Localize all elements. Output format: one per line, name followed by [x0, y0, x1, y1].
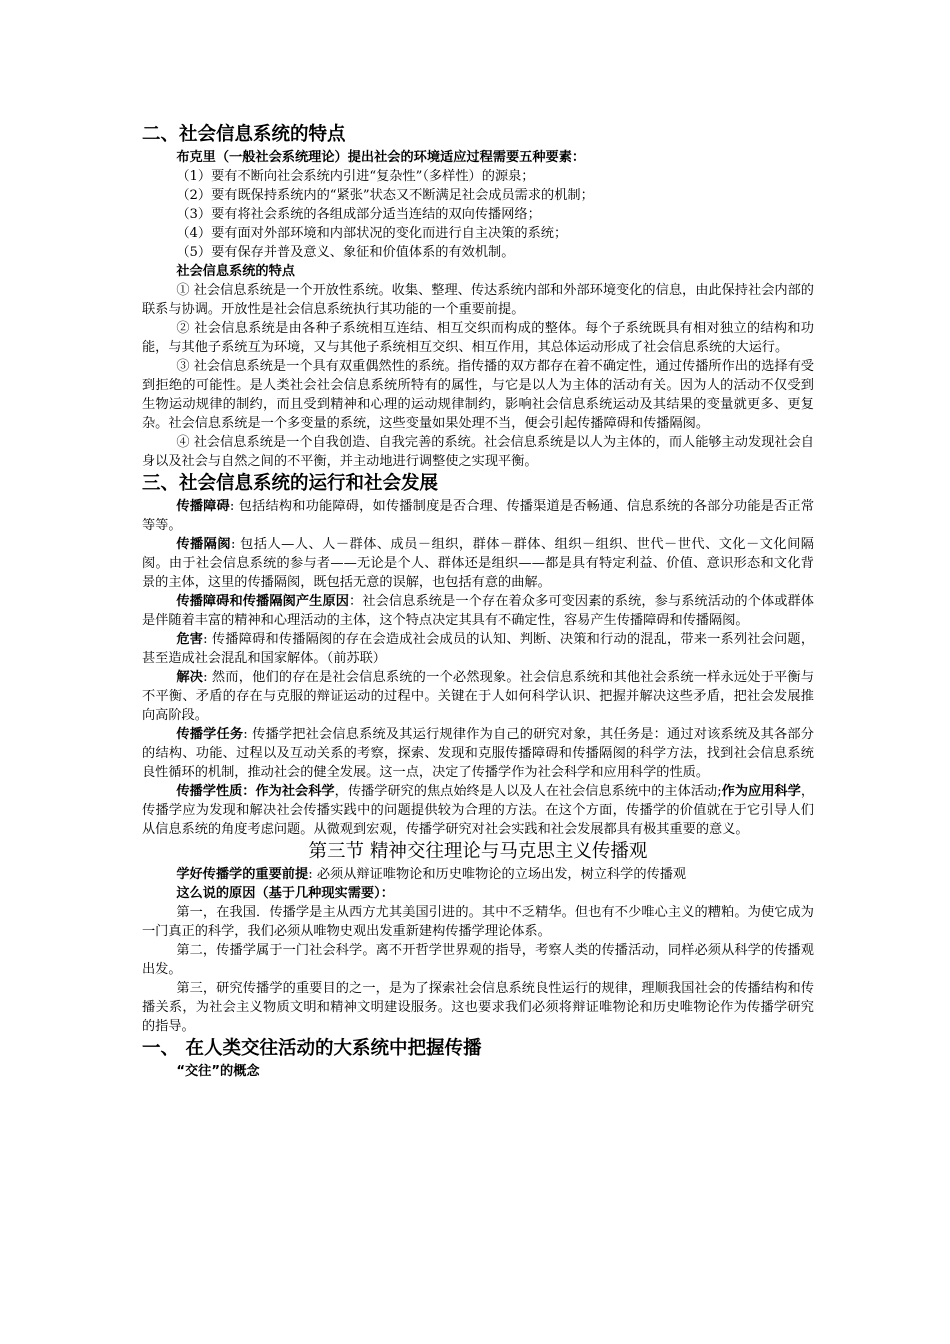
- list-item: （4）要有面对外部环境和内部状况的变化而进行自主决策的系统；: [176, 226, 568, 241]
- term-text: : 传播学把社会信息系统及其运行规律作为自己的研究对象，其任务是：通过对该系统及其各部分的结构、功能、过程以及互动关系的考察，探索、发现和克服传播障碍和传播隔阂的科学方法，找到社会信息系统良性循环的机制，推动社会的健全发展。这一点，决定了传播学作为社会科学和应用科学的性质。: [142, 727, 814, 780]
- list-item: （2）要有既保持系统内的“紧张”状态又不断满足社会成员需求的机制；: [176, 188, 594, 203]
- term-text: : 传播障碍和传播隔阂的存在会造成社会成员的认知、判断、决策和行动的混乱，带来一系列社会问题，甚至造成社会混乱和国家解体。（前苏联）: [142, 632, 815, 666]
- paragraph: [142, 782, 814, 839]
- reason-paragraph: 第一，在我国．传播学是主从西方尤其美国引进的。其中不乏精华。但也有不少唯心主义的糟粕。为使它成为一门真正的科学，我们必须从唯物史观出发重新建构传播学理论体系。: [142, 905, 814, 939]
- section-title-2: 二、社会信息系统的特点: [142, 124, 346, 145]
- term-label: 传播障碍: [176, 499, 230, 514]
- paragraph: [142, 865, 814, 884]
- term-label: 传播学性质：: [176, 784, 256, 799]
- list-item: （1）要有不断向社会系统内引进“复杂性”（多样性）的源泉；: [176, 169, 535, 184]
- term-text: ，传播学应为发现和解决社会传播实践中的问题提供较为合理的方法。在这个方面，传播学的价值就在于它引导人们从信息系统的角度考虑问题。从微观到宏观，传播学研究对社会实践和社会发展都具有极其重要的意义。: [142, 784, 815, 837]
- concept-title: “交往”的概念: [176, 1064, 260, 1079]
- feature-paragraph: ③ 社会信息系统是一个具有双重偶然性的系统。指传播的双方都存在着不确定性，通过传播所作出的选择有受到拒绝的可能性。是人类社会社会信息系统所特有的属性，与它是以人为主体的活动有关。因为人的活动不仅受到生物运动规律的制约，而且受到精神和心理的运动规律制约，影响社会信息系统运动及其结果的变量就更多、更复杂。社会信息系统是一个多变量的系统，这些变量如果处理不当，便会引起传播障碍和传播隔阂。: [142, 359, 814, 431]
- list-item: （3）要有将社会系统的各组成部分适当连结的双向传播网络；: [176, 207, 541, 222]
- term-label: 传播学任务: [176, 727, 244, 742]
- term-label: 解决: [176, 670, 204, 685]
- term-text: ，传播学研究的焦点始终是人以及人在社会信息系统中的主体活动;: [334, 784, 722, 799]
- reason-paragraph: 第二，传播学属于一门社会科学。离不开哲学世界观的指导，考察人类的传播活动，同样必须从科学的传播观出发。: [142, 943, 814, 977]
- feature-paragraph: ① 社会信息系统是一个开放性系统。收集、整理、传达系统内部和外部环境变化的信息，由此保持社会内部的联系与协调。开放性是社会信息系统执行其功能的一个重要前提。: [142, 283, 814, 317]
- feature-paragraph: ④ 社会信息系统是一个自我创造、自我完善的系统。社会信息系统是以人为主体的，而人能够主动发现社会自身以及社会与自然之间的不平衡，并主动地进行调整使之实现平衡。: [142, 435, 814, 469]
- document-page: [142, 122, 814, 1081]
- term-text: : 必须从辩证唯物论和历史唯物论的立场出发，树立科学的传播观: [308, 867, 687, 882]
- chapter-section-title: 第三节 精神交往理论与马克思主义传播观: [308, 841, 648, 862]
- intro-line: 布克里（一般社会系统理论）提出社会的环境适应过程需要五种要素：: [176, 150, 586, 165]
- term-text: ：社会信息系统是一个存在着众多可变因素的系统，参与系统活动的个体或群体是伴随着丰富的精神和心理活动的主体，这个特点决定其具有不确定性，容易产生传播障碍和传播隔阂。: [142, 594, 814, 628]
- term-label: 危害: [176, 632, 204, 647]
- paragraph: [142, 592, 814, 630]
- list-item: （5）要有保存并普及意义、象征和价值体系的有效机制。: [176, 245, 515, 260]
- term-label: 作为应用科学: [721, 784, 801, 799]
- section-title-1: 一、 在人类交往活动的大系统中把握传播: [142, 1038, 482, 1059]
- features-title: 社会信息系统的特点: [176, 264, 295, 279]
- paragraph: [142, 725, 814, 782]
- term-label: 作为社会科学: [255, 784, 335, 799]
- reason-title: 这么说的原因（基于几种现实需要）：: [176, 886, 394, 901]
- term-label: 学好传播学的重要前提: [176, 867, 309, 882]
- term-text: : 包括结构和功能障碍，如传播制度是否合理、传播渠道是否畅通、信息系统的各部分功能是否正常等等。: [142, 499, 815, 533]
- term-text: : 然而，他们的存在是社会信息系统的一个必然现象。社会信息系统和其他社会系统一样永远处于平衡与不平衡、矛盾的存在与克服的辩证运动的过程中。关键在于人如何科学认识、把握并解决这些矛盾，把社会发展推向高阶段。: [142, 670, 815, 723]
- section-title-3: 三、社会信息系统的运行和社会发展: [142, 473, 439, 494]
- paragraph: [142, 668, 814, 725]
- paragraph: [142, 497, 814, 535]
- reason-paragraph: 第三，研究传播学的重要目的之一，是为了探索社会信息系统良性运行的规律，理顺我国社会的传播结构和传播关系，为社会主义物质文明和精神文明建设服务。这也要求我们必须将辩证唯物论和历史唯物论作为传播学研究的指导。: [142, 981, 814, 1034]
- term-label: 传播障碍和传播隔阂产生原因: [176, 594, 350, 609]
- paragraph: [142, 630, 814, 668]
- paragraph: [142, 535, 814, 592]
- term-label: 传播隔阂: [176, 537, 232, 552]
- feature-paragraph: ② 社会信息系统是由各种子系统相互连结、相互交织而构成的整体。每个子系统既具有相对独立的结构和功能，与其他子系统互为环境，又与其他子系统相互交织、相互作用，其总体运动形成了社会信息系统的大运行。: [142, 321, 814, 355]
- term-text: : 包括人—人、人－群体、成员－组织，群体－群体、组织－组织、世代－世代、文化－文化间隔阂。由于社会信息系统的参与者——无论是个人、群体还是组织——都是具有特定利益、价值、意识形态和文化背景的主体，这里的传播隔阂，既包括无意的误解，也包括有意的曲解。: [142, 537, 814, 590]
